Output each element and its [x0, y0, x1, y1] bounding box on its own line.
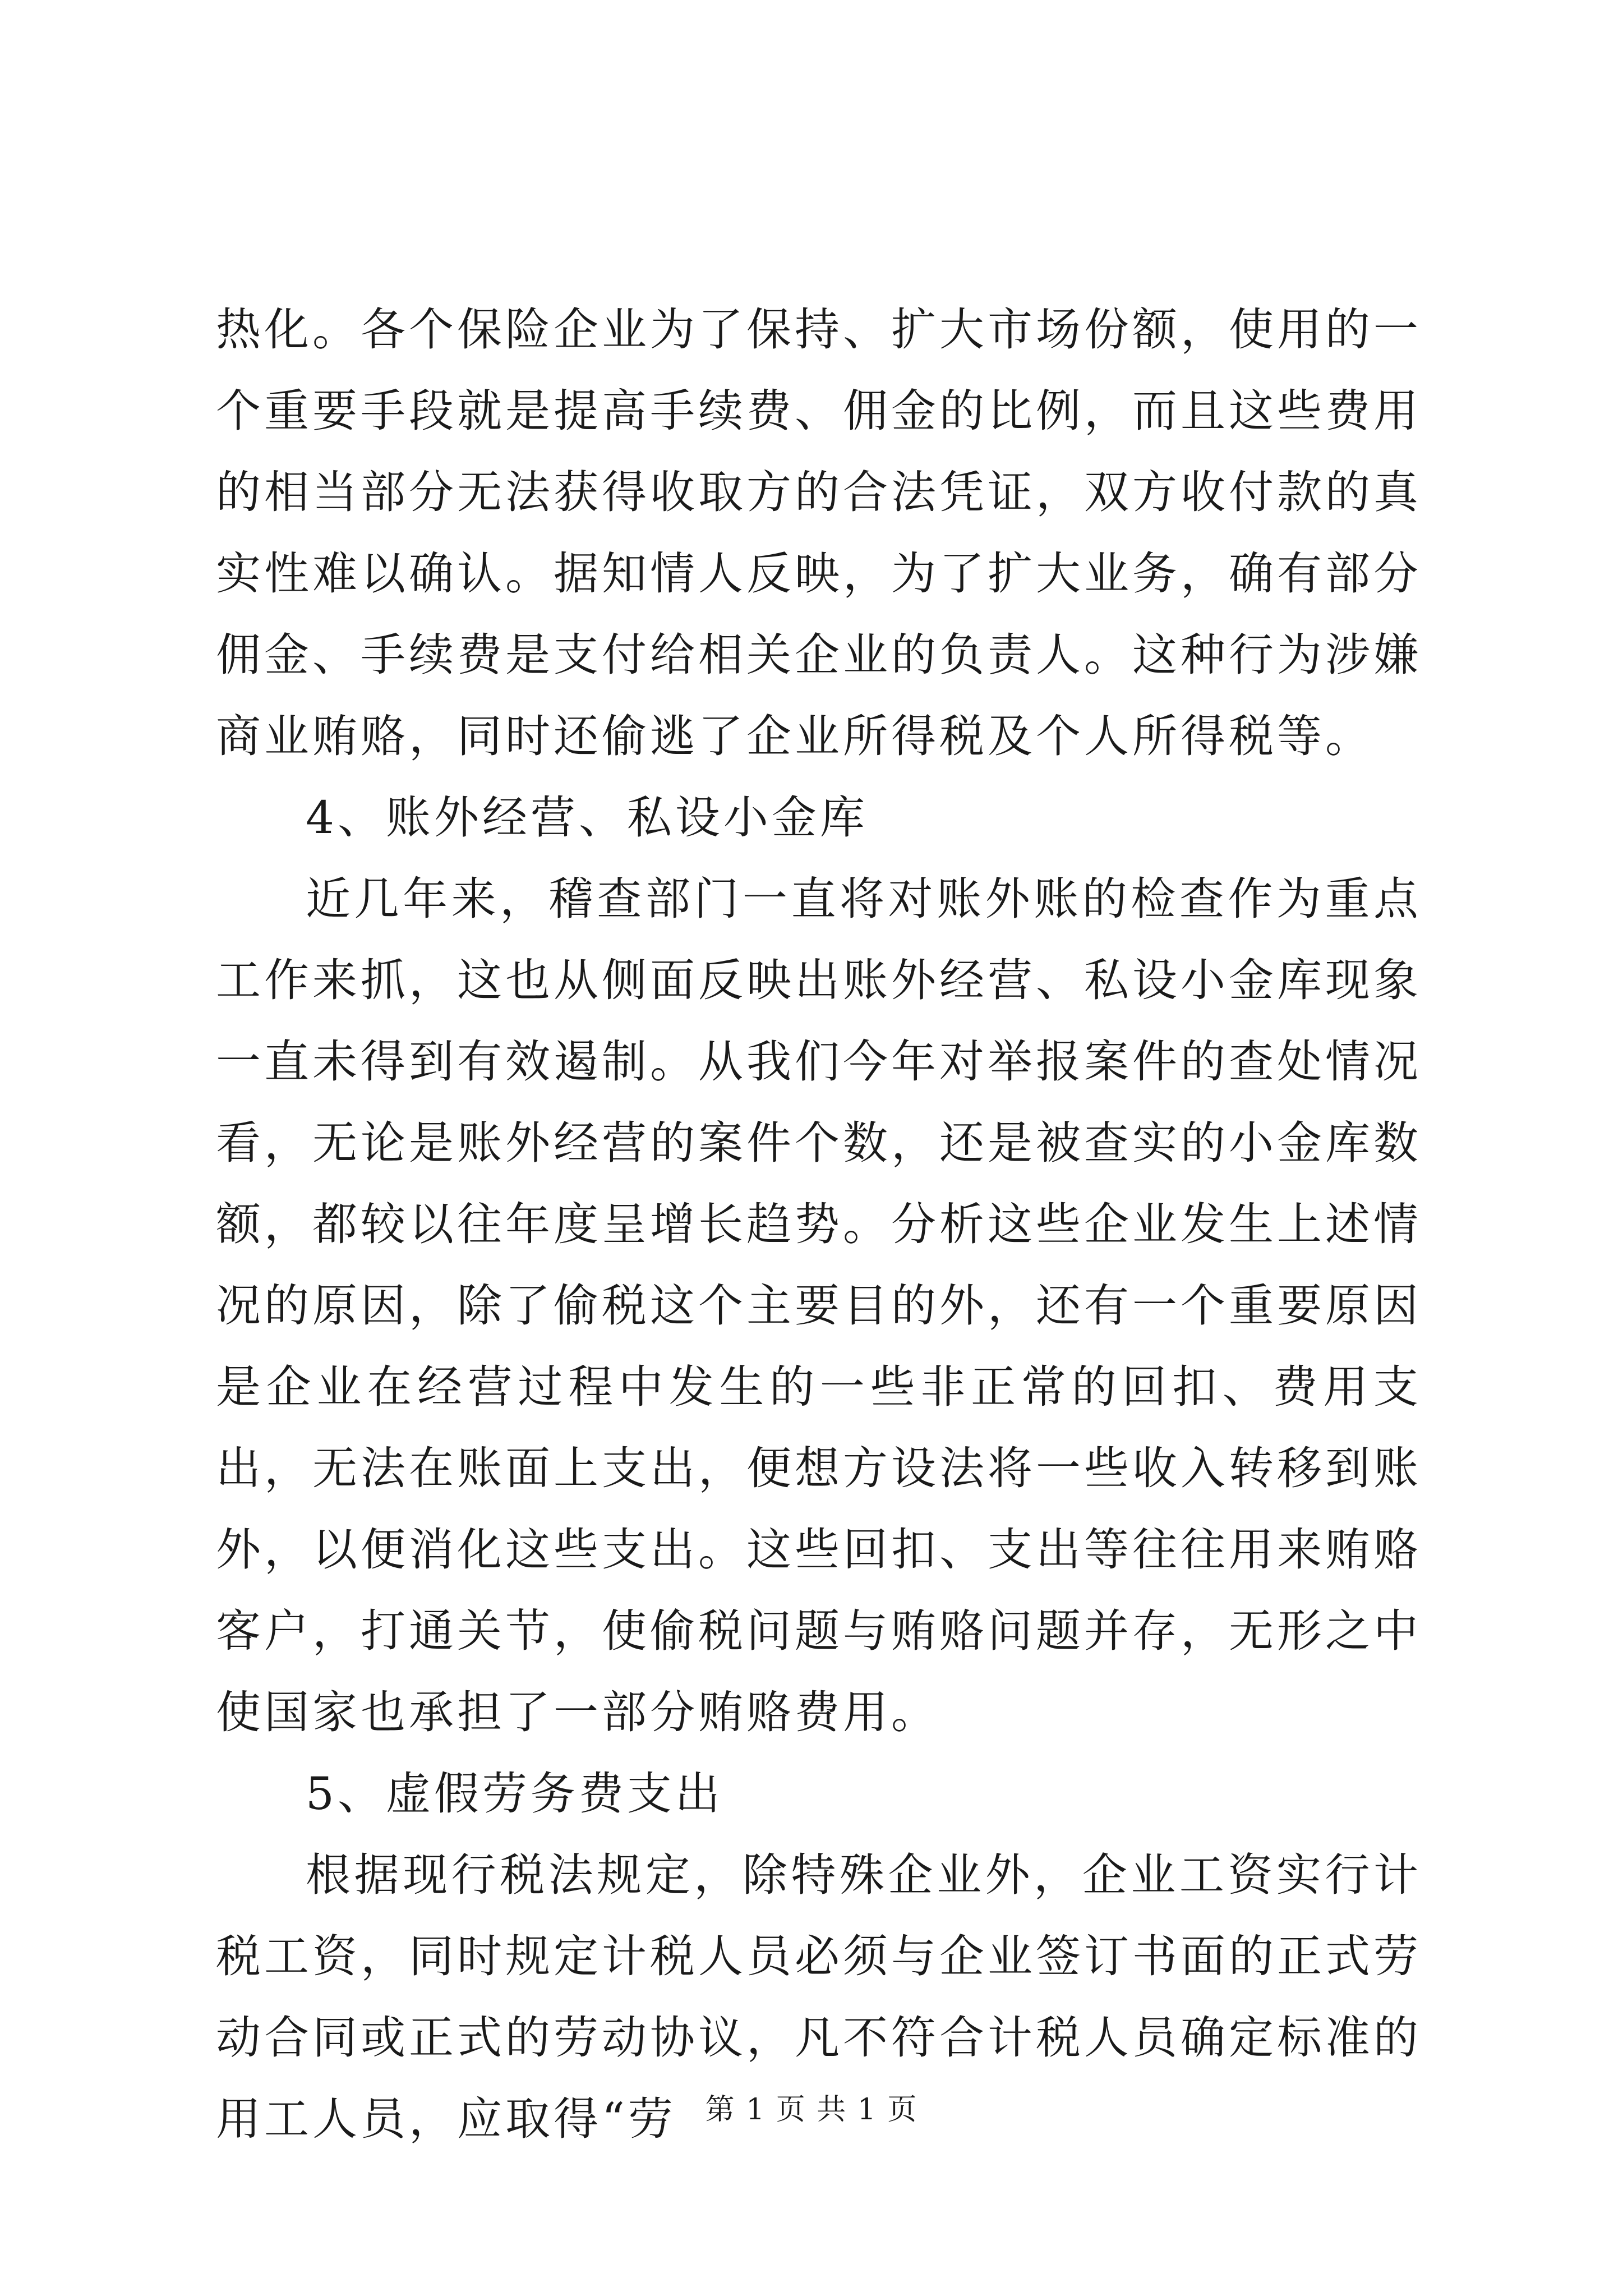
page-footer: 第 1 页 共 1 页	[705, 2093, 918, 2127]
section-heading-4: 4、账外经营、私设小金库	[306, 792, 868, 844]
document-body	[216, 289, 1422, 2160]
paragraph-continuation: 热化。各个保险企业为了保持、扩大市场份额，使用的一个重要手段就是提高手续费、佣金的比例，而且这些费用的相当部分无法获得收取方的合法凭证，双方收付款的真实性难以确认。据知情人反映，为了扩大业务，确有部分佣金、手续费是支付给相关企业的负责人。这种行为涉嫌商业贿赂，同时还偷逃了企业所得税及个人所得税等。	[216, 303, 1422, 762]
paragraph-section-4: 近几年来，稽查部门一直将对账外账的检查作为重点工作来抓，这也从侧面反映出账外经营、私设小金库现象一直未得到有效遏制。从我们今年对举报案件的查处情况看，无论是账外经营的案件个数，还是被查实的小金库数额，都较以往年度呈增长趋势。分析这些企业发生上述情况的原因，除了偷税这个主要目的外，还有一个重要原因是企业在经营过程中发生的一些非正常的回扣、费用支出，无法在账面上支出，便想方设法将一些收入转移到账外，以便消化这些支出。这些回扣、支出等往往用来贿赂客户，打通关节，使偷税问题与贿赂问题并存，无形之中使国家也承担了一部分贿赂费用。	[216, 873, 1422, 1738]
paragraph-section-5: 根据现行税法规定，除特殊企业外，企业工资实行计税工资，同时规定计税人员必须与企业签订书面的正式劳动合同或正式的劳动协议，凡不符合计税人员确定标准的用工人员，应取得“劳	[216, 1849, 1422, 2145]
section-heading-5: 5、虚假劳务费支出	[306, 1768, 723, 1820]
